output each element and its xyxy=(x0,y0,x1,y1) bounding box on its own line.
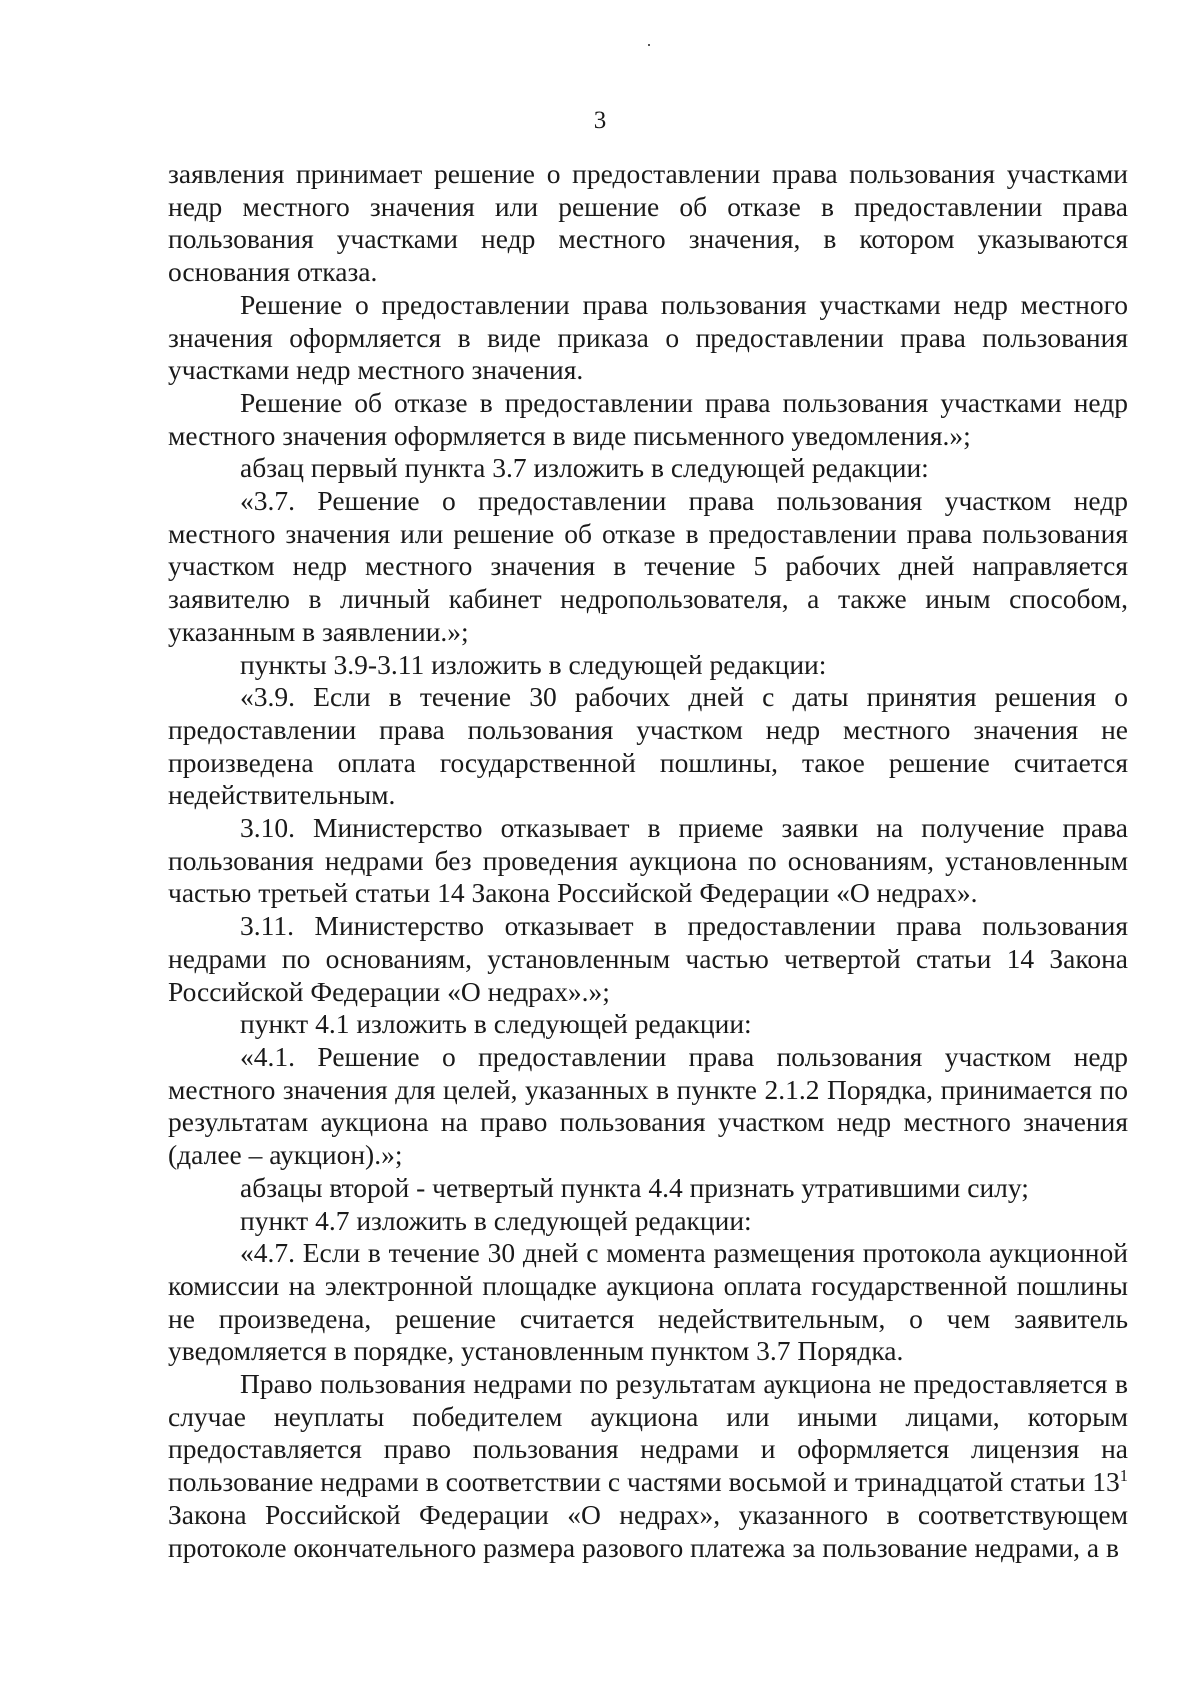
paragraph-15 xyxy=(168,1368,1128,1564)
paragraph-5: «3.7. Решение о предоставлении права пользования участком недр местного значения или решение об отказе в предоставлении права пользования участком недр местного значения в течение 5 рабочих дней направляется заявителю в личный кабинет недропользователя, а также иным способом, указанным в заявлении.»; xyxy=(168,485,1128,647)
page-number: 3 xyxy=(593,107,607,134)
paragraph-9: 3.11. Министерство отказывает в предоставлении права пользования недрами по основаниям, установленным частью четвертой статьи 14 Закона Российской Федерации «О недрах».»; xyxy=(168,910,1128,1007)
paragraph-14: «4.7. Если в течение 30 дней с момента размещения протокола аукционной комиссии на электронной площадке аукциона оплата государственной пошлины не произведена, решение считается недействительным, о чем заявитель уведомляется в порядке, установленным пунктом 3.7 Порядка. xyxy=(168,1237,1128,1367)
paragraph-13: пункт 4.7 изложить в следующей редакции: xyxy=(240,1204,752,1236)
paragraph-4: абзац первый пункта 3.7 изложить в следующей редакции: xyxy=(240,452,929,484)
paragraph-2: Решение о предоставлении права пользования участками недр местного значения оформляется в виде приказа о предоставлении права пользования участками недр местного значения. xyxy=(168,288,1128,386)
paragraph-11: «4.1. Решение о предоставлении права пользования участком недр местного значения для целей, указанных в пункте 2.1.2 Порядка, принимается по результатам аукциона на право пользования участком недр местного значения (далее – аукцион).»; xyxy=(168,1040,1128,1171)
article-superscript: 1 xyxy=(1119,1465,1128,1485)
paragraph-12: абзацы второй - четвертый пункта 4.4 признать утратившими силу; xyxy=(240,1171,1029,1203)
paragraph-10: пункт 4.1 изложить в следующей редакции: xyxy=(240,1008,752,1040)
paragraph-6: пункты 3.9-3.11 изложить в следующей редакции: xyxy=(240,648,827,680)
document-body xyxy=(168,158,1128,1564)
paragraph-15-text-end: Закона Российской Федерации «О недрах», указанного в соответствующем протоколе окончательного размера разового платежа за пользование недрами, а в xyxy=(168,1498,1128,1563)
paragraph-15-text-start: Право пользования недрами по результатам аукциона не предоставляется в случае неуплаты победителем аукциона или иными лицами, которым предоставляется право пользования недрами и оформляется лицензия на пользование недрами в соответствии с частями восьмой и тринадцатой статьи 13 xyxy=(168,1368,1128,1498)
paragraph-3: Решение об отказе в предоставлении права пользования участками недр местного значения оформляется в виде письменного уведомления.»; xyxy=(168,386,1128,451)
paragraph-8: 3.10. Министерство отказывает в приеме заявки на получение права пользования недрами без проведения аукциона по основаниям, установленным частью третьей статьи 14 Закона Российской Федерации «О недрах». xyxy=(168,812,1128,909)
scan-speck xyxy=(648,44,650,46)
paragraph-7: «3.9. Если в течение 30 рабочих дней с даты принятия решения о предоставлении права пользования участком недр местного значения не произведена оплата государственной пошлины, такое решение считается недействительным. xyxy=(168,681,1128,811)
paragraph-1: заявления принимает решение о предоставлении права пользования участками недр местного значения или решение об отказе в предоставлении права пользования участками недр местного значения, в котором указываются основания отказа. xyxy=(168,158,1128,288)
